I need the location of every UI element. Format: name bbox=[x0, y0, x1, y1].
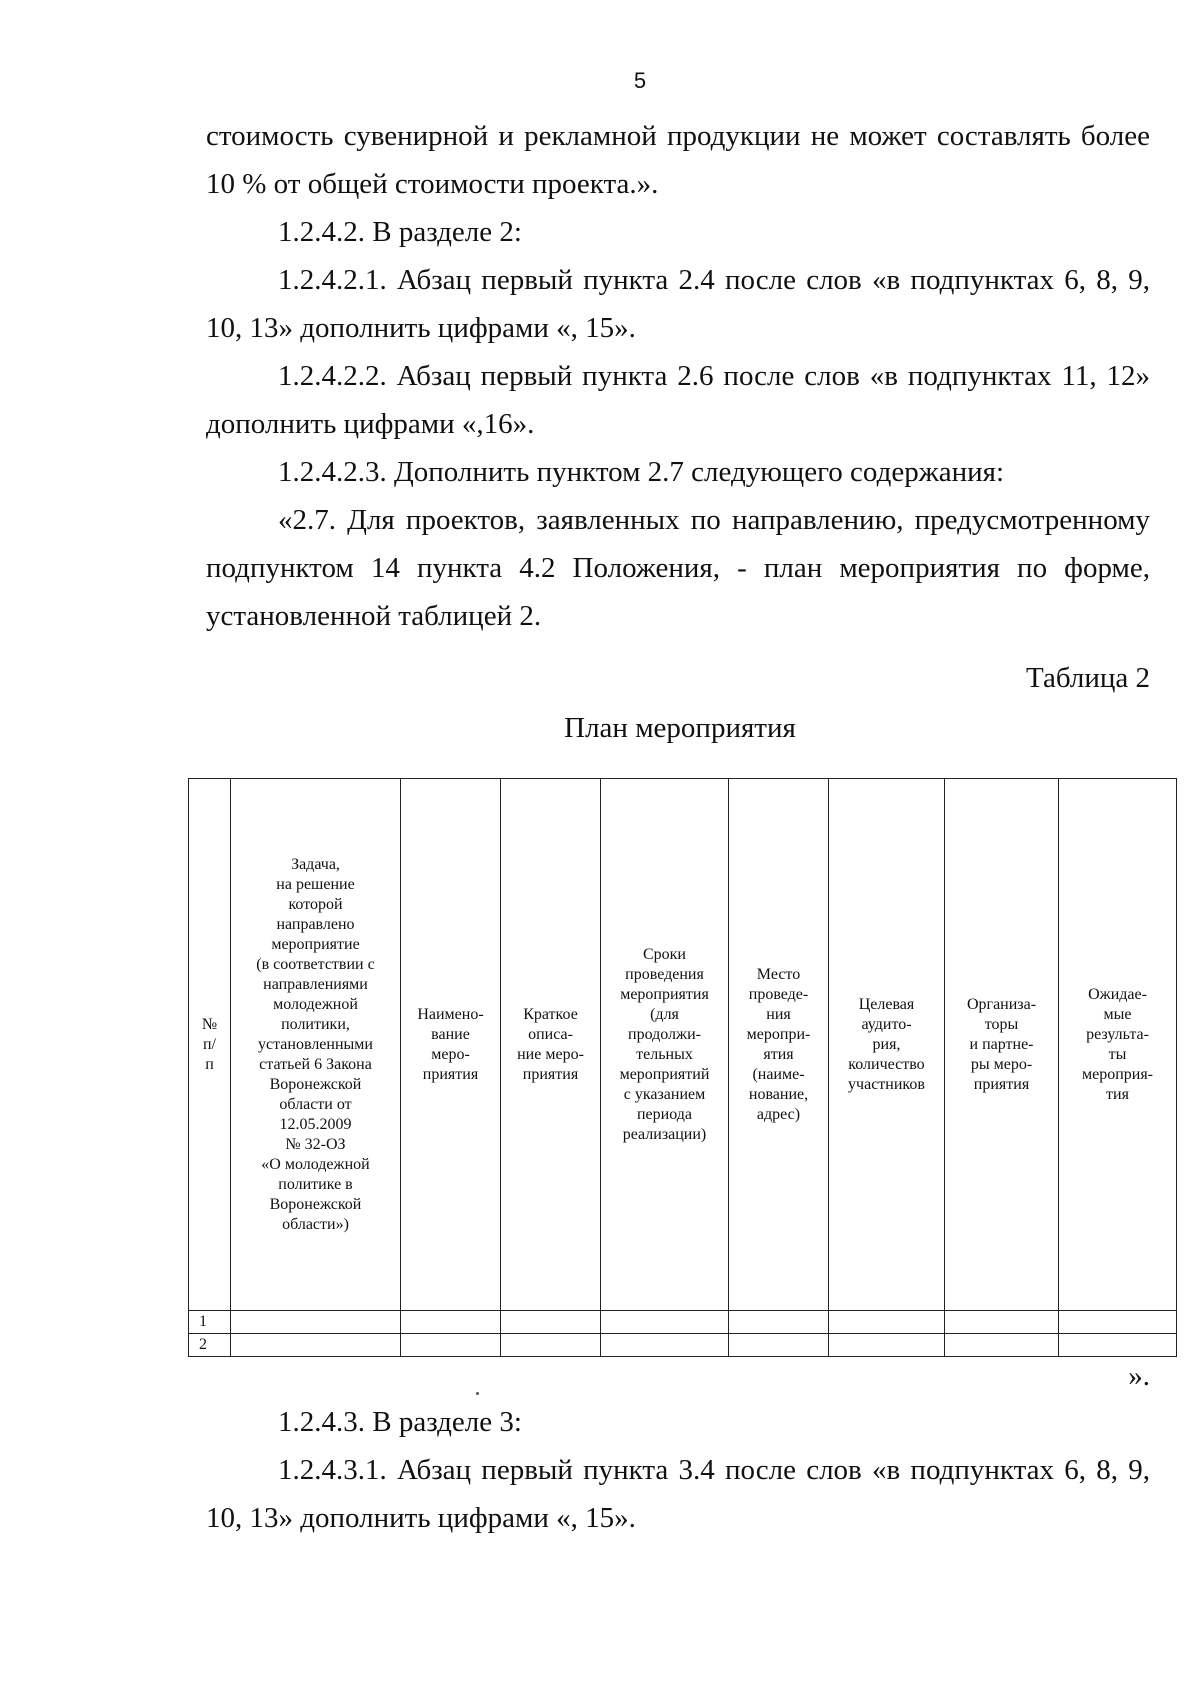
table-cell bbox=[601, 1311, 729, 1334]
paragraph-7: 1.2.4.3. В разделе 3: bbox=[278, 1406, 522, 1438]
table-title: План мероприятия bbox=[564, 712, 796, 744]
plan-table bbox=[188, 778, 1177, 1357]
table-cell bbox=[945, 1311, 1059, 1334]
paragraph-4: 1.2.4.2.2. Абзац первый пункта 2.6 после слов «в подпунктах 11, 12» дополнить цифрами «,16». bbox=[206, 360, 1150, 440]
table-cell: 1 bbox=[189, 1311, 231, 1334]
scan-dot bbox=[476, 1392, 479, 1395]
table-cell bbox=[501, 1334, 601, 1357]
paragraph-2: 1.2.4.2. В разделе 2: bbox=[278, 216, 522, 248]
table-row bbox=[189, 1311, 1177, 1334]
document-body-after-table bbox=[206, 1398, 1150, 1542]
paragraph-3: 1.2.4.2.1. Абзац первый пункта 2.4 после слов «в подпунктах 6, 8, 9, 10, 13» дополнить цифрами «, 15». bbox=[206, 264, 1150, 344]
table-cell bbox=[729, 1311, 829, 1334]
header-organizers: Организа- торы и партне- ры меро- приятия bbox=[945, 779, 1059, 1311]
paragraph-1: стоимость сувенирной и рекламной продукции не может составлять более 10 % от общей стоимости проекта.». bbox=[206, 120, 1150, 200]
header-event-description: Краткое описа- ние меро- приятия bbox=[501, 779, 601, 1311]
table-header-row bbox=[189, 779, 1177, 1311]
table-cell bbox=[401, 1334, 501, 1357]
header-event-dates: Сроки проведения мероприятия (для продолжи- тельных мероприятий с указанием периода реализации) bbox=[601, 779, 729, 1311]
paragraph-8: 1.2.4.3.1. Абзац первый пункта 3.4 после слов «в подпунктах 6, 8, 9, 10, 13» дополнить цифрами «, 15». bbox=[206, 1454, 1150, 1534]
table-caption: Таблица 2 bbox=[1025, 662, 1150, 694]
table-cell bbox=[231, 1311, 401, 1334]
header-event-name: Наимено- вание меро- приятия bbox=[401, 779, 501, 1311]
table-cell bbox=[829, 1311, 945, 1334]
header-event-place: Место проведе- ния меропри- ятия (наиме- нование, адрес) bbox=[729, 779, 829, 1311]
header-number: № п/ п bbox=[189, 779, 231, 1311]
paragraph-6: «2.7. Для проектов, заявленных по направлению, предусмотренному подпунктом 14 пункта 4.2 Положения, - план мероприятия по форме, установленной таблицей 2. bbox=[206, 504, 1150, 632]
table-cell bbox=[231, 1334, 401, 1357]
closing-quote: ». bbox=[1128, 1360, 1150, 1392]
table-row bbox=[189, 1334, 1177, 1357]
table-cell bbox=[1059, 1311, 1177, 1334]
table-cell bbox=[1059, 1334, 1177, 1357]
table-cell bbox=[601, 1334, 729, 1357]
table-cell bbox=[829, 1334, 945, 1357]
header-expected-results: Ожидае- мые результа- ты мероприя- тия bbox=[1059, 779, 1177, 1311]
table-cell: 2 bbox=[189, 1334, 231, 1357]
header-task: Задача, на решение которой направлено мероприятие (в соответствии с направлениями молодежной политики, установленными статьей 6 Закона Воронежской области от 12.05.2009 № 32-ОЗ «О молодежной политике в Воронежской области») bbox=[231, 779, 401, 1311]
page-number: 5 bbox=[633, 68, 647, 93]
table-cell bbox=[501, 1311, 601, 1334]
document-body bbox=[206, 112, 1150, 640]
header-target-audience: Целевая аудито- рия, количество участников bbox=[829, 779, 945, 1311]
paragraph-5: 1.2.4.2.3. Дополнить пунктом 2.7 следующего содержания: bbox=[278, 456, 1005, 488]
table-cell bbox=[729, 1334, 829, 1357]
table-cell bbox=[401, 1311, 501, 1334]
table-cell bbox=[945, 1334, 1059, 1357]
